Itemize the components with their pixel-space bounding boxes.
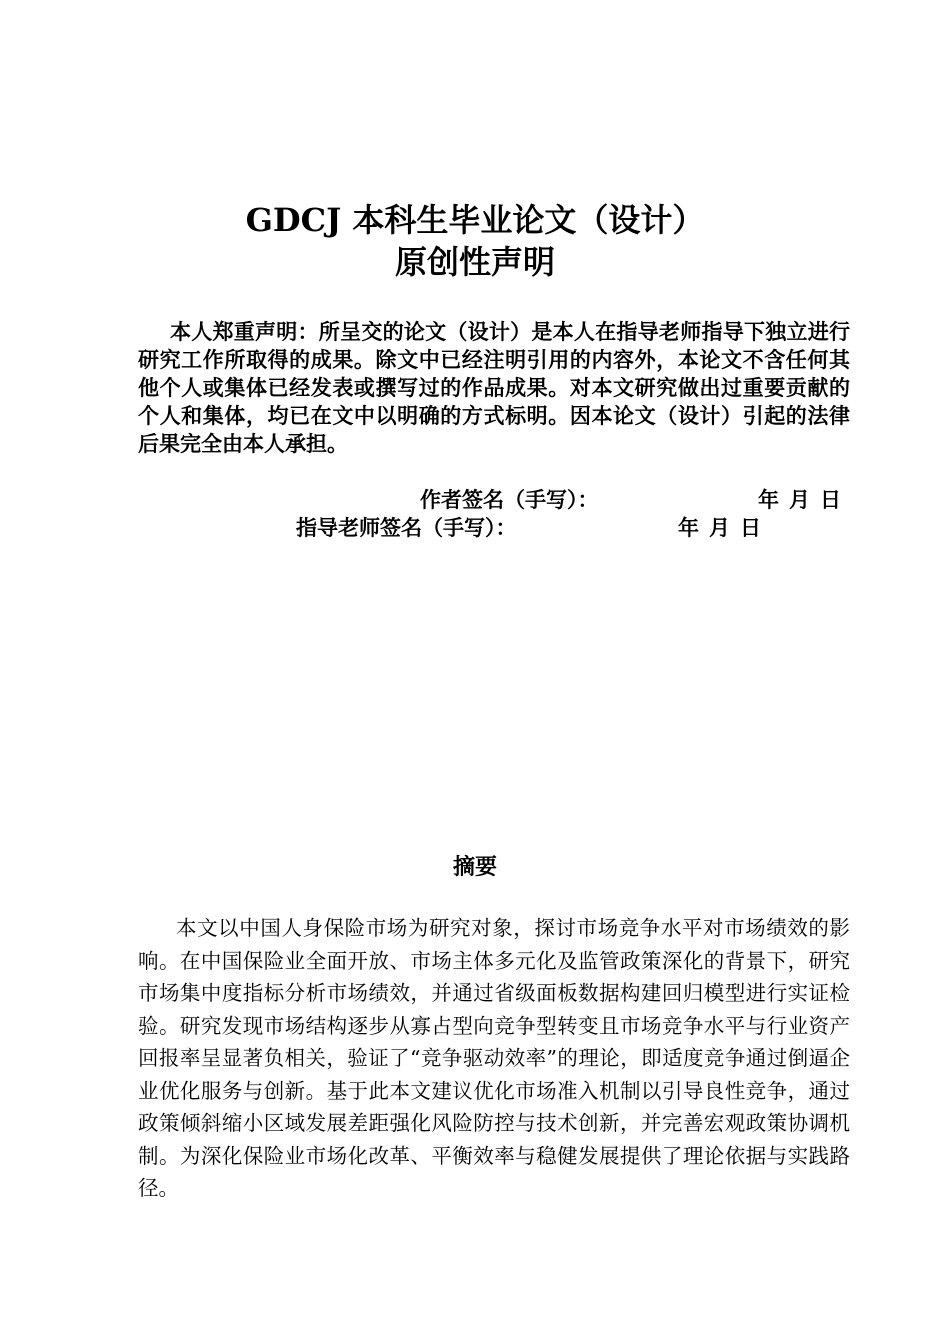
declaration-title: 原创性声明 — [394, 243, 555, 281]
date-month-label: 月 — [789, 487, 810, 512]
author-signature-date — [758, 486, 851, 514]
date-day-label: 日 — [820, 487, 841, 512]
abstract-body-text: 本文以中国人身保险市场为研究对象，探讨市场竞争水平对市场绩效的影响。在中国保险业全面开放、市场主体多元化及监管政策深化的背景下，研究市场集中度指标分析市场绩效，并通过省级面板数据构建回归模型进行实证检验。研究发现市场结构逐步从寡占型向竞争型转变且市场竞争水平与行业资产回报率呈显著负相关，验证了“竞争驱动效率”的理论，即适度竞争通过倒逼企业优化服务与创新。基于此本文建议优化市场准入机制以引导良性竞争，通过政策倾斜缩小区域发展差距强化风险防控与技术创新，并完善宏观政策协调机制。为深化保险业市场化改革、平衡效率与稳健发展提供了理论依据与实践路径。 — [138, 916, 850, 1200]
advisor-signature-label: 指导老师签名（手写）： — [296, 515, 517, 540]
originality-declaration-text: 本人郑重声明：所呈交的论文（设计）是本人在指导老师指导下独立进行研究工作所取得的成果。除文中已经注明引用的内容外，本论文不含任何其他个人或集体已经发表或撰写过的作品成果。对本文研究做出过重要贡献的个人和集体，均已在文中以明确的方式标明。因本论文（设计）引起的法律后果完全由本人承担。 — [138, 319, 850, 456]
date-year-label: 年 — [678, 515, 699, 540]
date-year-label: 年 — [758, 487, 779, 512]
author-signature-label: 作者签名（手写）： — [420, 487, 599, 512]
date-month-label: 月 — [709, 515, 730, 540]
advisor-signature-date — [678, 514, 771, 542]
abstract-heading: 摘要 — [452, 854, 497, 880]
date-day-label: 日 — [740, 515, 761, 540]
thesis-title: GDCJ 本科生毕业论文（设计） — [245, 201, 705, 239]
